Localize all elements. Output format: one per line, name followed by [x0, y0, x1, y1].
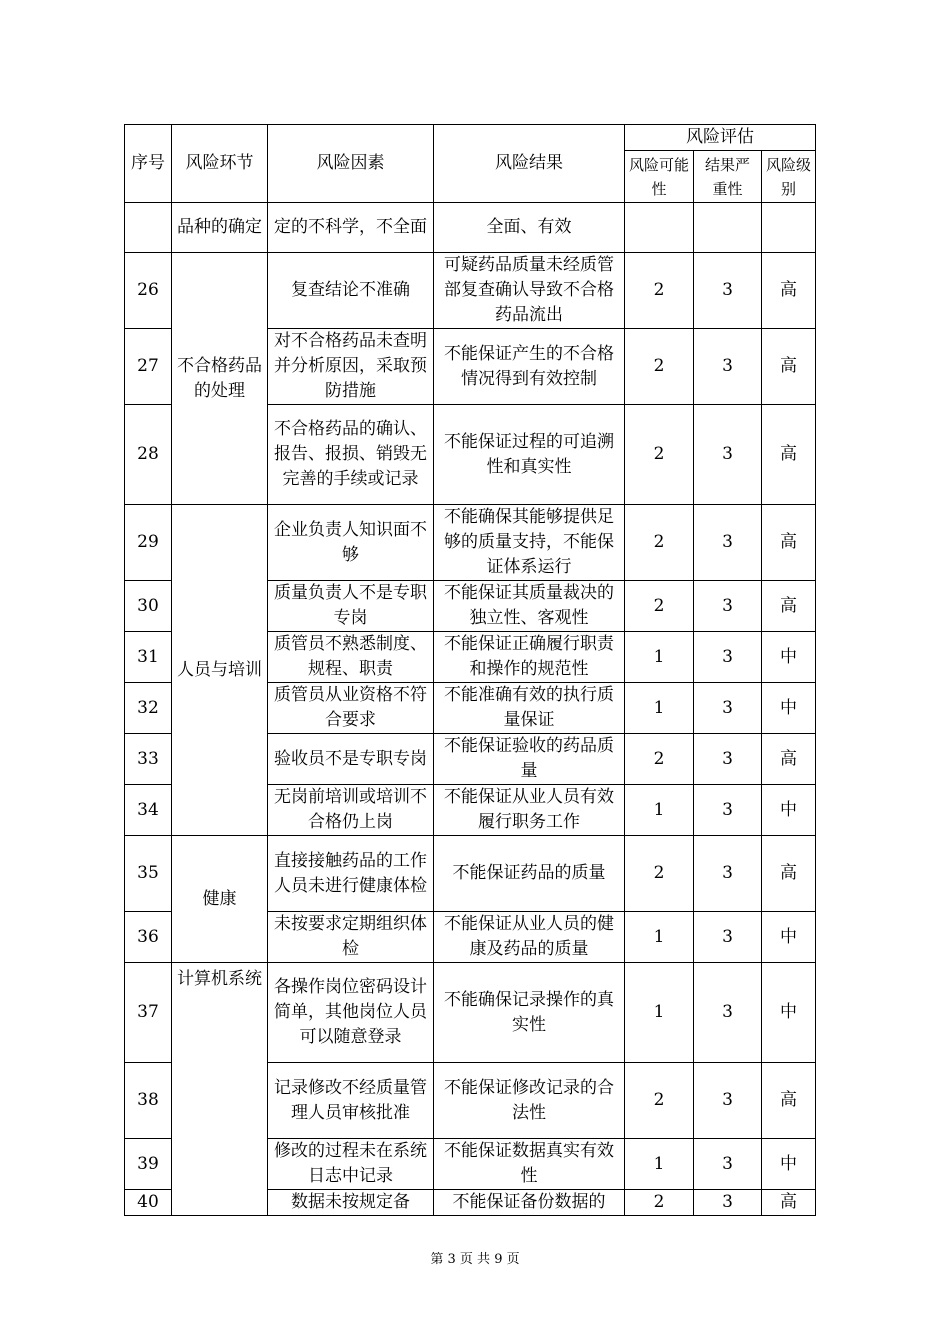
header-seq: 序号: [125, 125, 172, 203]
cell-result: 不能确保记录操作的真实性: [434, 963, 625, 1063]
cell-link: 不合格药品的处理: [172, 253, 268, 505]
cell-level: 中: [762, 785, 816, 836]
cell-severity: [694, 203, 762, 253]
page-footer: 第 3 页 共 9 页: [430, 1252, 520, 1267]
cell-severity: 3: [694, 683, 762, 734]
cell-possibility: 1: [625, 1139, 694, 1190]
cell-no: 27: [125, 329, 172, 405]
cell-level: 中: [762, 912, 816, 963]
cell-possibility: 2: [625, 329, 694, 405]
cell-no: 37: [125, 963, 172, 1063]
cell-no: 32: [125, 683, 172, 734]
cell-result: 全面、有效: [434, 203, 625, 253]
cell-factor: 对不合格药品未查明并分析原因，采取预防措施: [268, 329, 434, 405]
cell-severity: 3: [694, 632, 762, 683]
cell-possibility: 2: [625, 405, 694, 505]
cell-level: 高: [762, 1063, 816, 1139]
cell-severity: 3: [694, 836, 762, 912]
cell-level: 高: [762, 581, 816, 632]
header-assessment: 风险评估: [625, 125, 816, 151]
cell-no: 35: [125, 836, 172, 912]
cell-result: 不能确保其能够提供足够的质量支持，不能保证体系运行: [434, 505, 625, 581]
cell-severity: 3: [694, 253, 762, 329]
cell-factor: 企业负责人知识面不够: [268, 505, 434, 581]
cell-result: 不能保证从业人员的健康及药品的质量: [434, 912, 625, 963]
cell-level: 高: [762, 836, 816, 912]
cell-possibility: [625, 203, 694, 253]
cell-factor: 验收员不是专职专岗: [268, 734, 434, 785]
cell-no: [125, 203, 172, 253]
header-possibility: 风险可能性: [625, 151, 694, 203]
table-row: [125, 836, 816, 912]
table-row: [125, 203, 816, 253]
cell-possibility: 1: [625, 632, 694, 683]
cell-result: 不能保证从业人员有效履行职务工作: [434, 785, 625, 836]
cell-result: 不能保证其质量裁决的独立性、客观性: [434, 581, 625, 632]
cell-result: 不能保证备份数据的: [434, 1190, 625, 1216]
cell-link: 人员与培训: [172, 505, 268, 836]
cell-link: 品种的确定: [172, 203, 268, 253]
cell-factor: 修改的过程未在系统日志中记录: [268, 1139, 434, 1190]
cell-factor: 质管员不熟悉制度、规程、职责: [268, 632, 434, 683]
cell-result: 不能保证过程的可追溯性和真实性: [434, 405, 625, 505]
cell-possibility: 2: [625, 1063, 694, 1139]
header-severity: 结果严重性: [694, 151, 762, 203]
cell-possibility: 1: [625, 683, 694, 734]
cell-severity: 3: [694, 1063, 762, 1139]
cell-possibility: 2: [625, 836, 694, 912]
cell-no: 33: [125, 734, 172, 785]
cell-factor: 记录修改不经质量管理人员审核批准: [268, 1063, 434, 1139]
cell-result: 不能保证药品的质量: [434, 836, 625, 912]
cell-no: 31: [125, 632, 172, 683]
cell-no: 39: [125, 1139, 172, 1190]
cell-level: 高: [762, 253, 816, 329]
cell-factor: 质量负责人不是专职专岗: [268, 581, 434, 632]
cell-level: 高: [762, 505, 816, 581]
cell-possibility: 1: [625, 912, 694, 963]
cell-no: 30: [125, 581, 172, 632]
cell-result: 可疑药品质量未经质管部复查确认导致不合格药品流出: [434, 253, 625, 329]
header-result: 风险结果: [434, 125, 625, 203]
cell-level: [762, 203, 816, 253]
cell-severity: 3: [694, 963, 762, 1063]
cell-result: 不能保证正确履行职责和操作的规范性: [434, 632, 625, 683]
table-row: [125, 253, 816, 329]
cell-possibility: 1: [625, 963, 694, 1063]
cell-possibility: 2: [625, 1190, 694, 1216]
cell-factor: 定的不科学，不全面: [268, 203, 434, 253]
cell-no: 29: [125, 505, 172, 581]
cell-result: 不能保证产生的不合格情况得到有效控制: [434, 329, 625, 405]
cell-level: 中: [762, 632, 816, 683]
cell-factor: 数据未按规定备: [268, 1190, 434, 1216]
cell-level: 中: [762, 683, 816, 734]
cell-severity: 3: [694, 329, 762, 405]
cell-factor: 不合格药品的确认、报告、报损、销毁无完善的手续或记录: [268, 405, 434, 505]
cell-severity: 3: [694, 405, 762, 505]
cell-factor: 直接接触药品的工作人员未进行健康体检: [268, 836, 434, 912]
cell-factor: 质管员从业资格不符合要求: [268, 683, 434, 734]
cell-level: 中: [762, 1139, 816, 1190]
table-row: [125, 505, 816, 581]
cell-level: 中: [762, 963, 816, 1063]
cell-link: 计算机系统: [172, 963, 268, 1216]
cell-severity: 3: [694, 581, 762, 632]
cell-no: 28: [125, 405, 172, 505]
cell-possibility: 1: [625, 785, 694, 836]
cell-factor: 未按要求定期组织体检: [268, 912, 434, 963]
cell-no: 34: [125, 785, 172, 836]
cell-no: 38: [125, 1063, 172, 1139]
cell-level: 高: [762, 1190, 816, 1216]
risk-assessment-table: [124, 124, 816, 1216]
cell-severity: 3: [694, 1190, 762, 1216]
cell-result: 不能保证修改记录的合法性: [434, 1063, 625, 1139]
header-factor: 风险因素: [268, 125, 434, 203]
cell-no: 40: [125, 1190, 172, 1216]
cell-level: 高: [762, 329, 816, 405]
header-link: 风险环节: [172, 125, 268, 203]
cell-possibility: 2: [625, 581, 694, 632]
cell-result: 不能准确有效的执行质量保证: [434, 683, 625, 734]
header-level: 风险级别: [762, 151, 816, 203]
cell-factor: 复查结论不准确: [268, 253, 434, 329]
cell-factor: 各操作岗位密码设计简单，其他岗位人员可以随意登录: [268, 963, 434, 1063]
table-row: [125, 963, 816, 1063]
cell-factor: 无岗前培训或培训不合格仍上岗: [268, 785, 434, 836]
cell-level: 高: [762, 734, 816, 785]
cell-severity: 3: [694, 1139, 762, 1190]
cell-result: 不能保证验收的药品质量: [434, 734, 625, 785]
cell-severity: 3: [694, 912, 762, 963]
cell-link: 健康: [172, 836, 268, 963]
cell-severity: 3: [694, 505, 762, 581]
cell-level: 高: [762, 405, 816, 505]
cell-no: 36: [125, 912, 172, 963]
cell-severity: 3: [694, 785, 762, 836]
cell-possibility: 2: [625, 253, 694, 329]
cell-severity: 3: [694, 734, 762, 785]
cell-no: 26: [125, 253, 172, 329]
cell-result: 不能保证数据真实有效性: [434, 1139, 625, 1190]
cell-possibility: 2: [625, 734, 694, 785]
cell-possibility: 2: [625, 505, 694, 581]
